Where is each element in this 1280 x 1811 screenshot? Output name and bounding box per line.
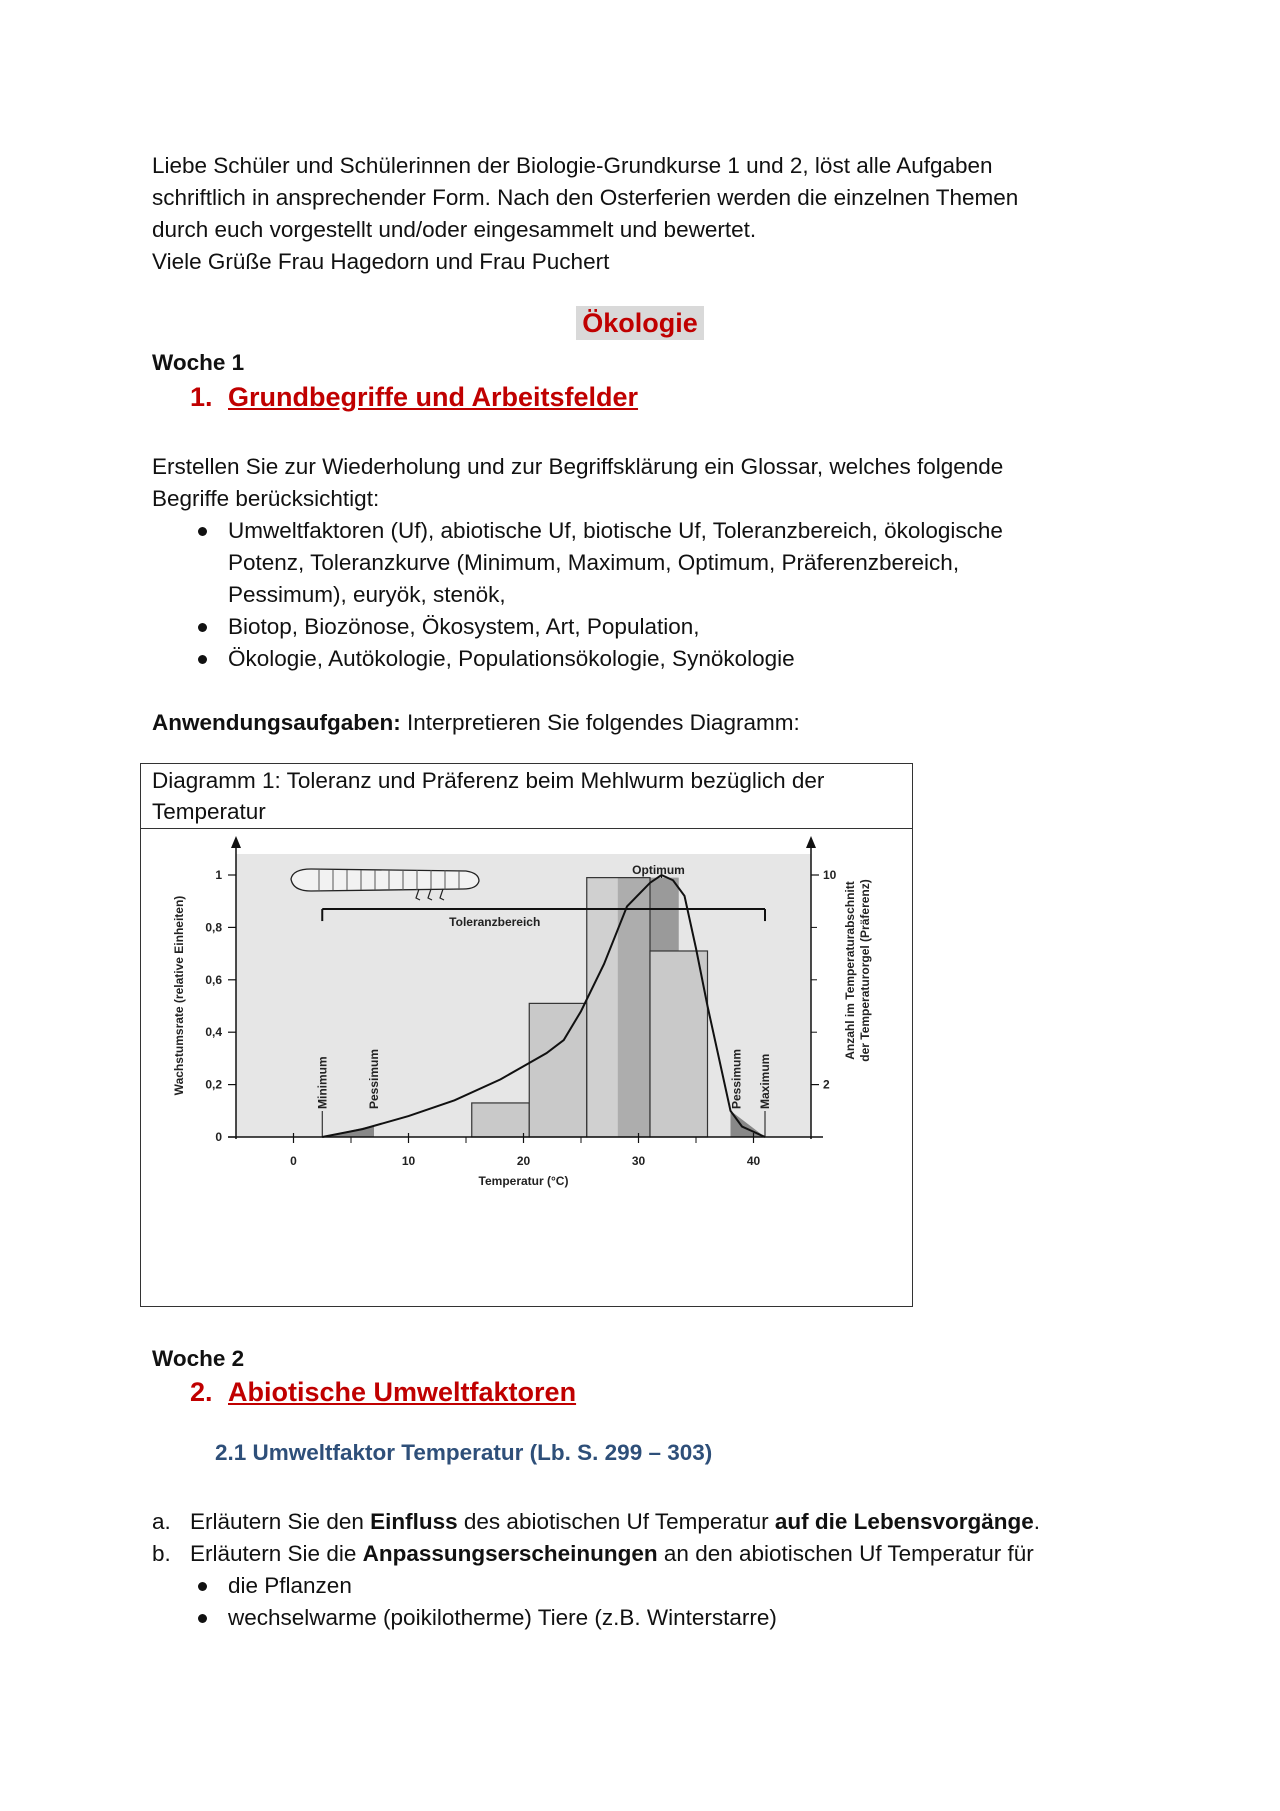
y2-axis-title: der Temperaturorgel (Präferenz): [858, 879, 872, 1062]
task-text: des abiotischen Uf Temperatur: [457, 1509, 775, 1534]
y-tick-label: 1: [215, 868, 222, 882]
intro-paragraph: [152, 150, 1152, 278]
intro-line: Liebe Schüler und Schülerinnen der Biologie-Grundkurse 1 und 2, löst alle Aufgaben: [152, 153, 993, 178]
task-emphasis: Anpassungserscheinungen: [362, 1541, 658, 1566]
task-text: .: [1033, 1509, 1040, 1534]
task-a: [152, 1506, 1152, 1538]
heading-text: Abiotische Umweltfaktoren: [228, 1377, 577, 1407]
minimum-label: Minimum: [315, 1056, 330, 1109]
y2-tick-label: 10: [823, 868, 837, 882]
list-item: Umweltfaktoren (Uf), abiotische Uf, biotische Uf, Toleranzbereich, ökologische Potenz, Toleranzkurve (Minimum, Maximum, Optimum, Präferenzbereich, Pessimum), euryök, stenök,: [190, 515, 1080, 611]
section-title-text: Ökologie: [576, 306, 704, 340]
y2-axis-title: Anzahl im Temperaturabschnitt: [843, 881, 857, 1060]
y-tick-label: 0,8: [205, 920, 222, 935]
pessimum-label: Pessimum: [367, 1048, 381, 1109]
y2-tick-label: 2: [823, 1077, 830, 1092]
x-axis-label: Temperatur (°C): [478, 1174, 569, 1188]
x-tick-label: 20: [516, 1154, 531, 1168]
y-tick-label: 0,4: [205, 1025, 222, 1040]
y2-axis-arrow: [806, 836, 816, 848]
list-item: wechselwarme (poikilotherme) Tiere (z.B. Winterstarre): [190, 1602, 1090, 1634]
task-emphasis: auf die Lebensvorgänge: [774, 1509, 1034, 1534]
tolerance-label: Toleranzbereich: [449, 915, 541, 930]
x-tick-label: 40: [746, 1154, 761, 1168]
task-line: Erstellen Sie zur Wiederholung und zur Begriffsklärung ein Glossar, welches folgende: [152, 454, 1004, 479]
diagram-caption: Diagramm 1: Toleranz und Präferenz beim Mehlwurm bezüglich der Temperatur: [141, 764, 912, 829]
y-tick-label: 0,2: [205, 1077, 222, 1092]
application-text: Interpretieren Sie folgendes Diagramm:: [400, 710, 800, 735]
task-text: an den abiotischen Uf Temperatur für: [657, 1541, 1034, 1566]
histogram-bar: [529, 1003, 587, 1137]
glossary-task: [152, 451, 1152, 515]
y-axis-title: Wachstumsrate (relative Einheiten): [172, 895, 186, 1096]
list-item: Biotop, Biozönose, Ökosystem, Art, Population,: [190, 611, 1080, 643]
intro-line: schriftlich in ansprechender Form. Nach den Osterferien werden die einzelnen Themen: [152, 185, 1019, 210]
heading-2: [190, 1377, 576, 1408]
diagram-frame: [140, 763, 913, 1307]
histogram-bar: [650, 951, 708, 1137]
week-1-label: Woche 1: [152, 350, 245, 375]
application-task: [152, 707, 1152, 739]
y-tick-label: 0: [215, 1130, 222, 1144]
maximum-label: Maximum: [758, 1053, 772, 1109]
task-list: [152, 1506, 1152, 1570]
task-line: Begriffe berücksichtigt:: [152, 486, 380, 511]
intro-signature: Viele Grüße Frau Hagedorn und Frau Puchert: [152, 249, 610, 274]
optimum-label: Optimum: [632, 863, 685, 877]
task-label: b.: [152, 1541, 171, 1566]
intro-line: durch euch vorgestellt und/oder eingesammelt und bewertet.: [152, 217, 757, 242]
heading-text: Grundbegriffe und Arbeitsfelder: [228, 382, 639, 412]
tolerance-chart: [141, 829, 911, 1269]
histogram-bar: [587, 878, 650, 1137]
task-emphasis: Einfluss: [370, 1509, 458, 1534]
sub-heading: 2.1 Umweltfaktor Temperatur (Lb. S. 299 – 303): [215, 1440, 713, 1465]
x-tick-label: 10: [401, 1154, 416, 1168]
y-tick-label: 0,6: [205, 972, 222, 987]
week-2-label: Woche 2: [152, 1346, 245, 1371]
task-text: Erläutern Sie den: [190, 1509, 371, 1534]
pessimum-label: Pessimum: [729, 1048, 744, 1109]
list-item: die Pflanzen: [190, 1570, 1090, 1602]
heading-1: [190, 382, 638, 413]
glossary-term-list: [190, 515, 1080, 675]
task-b: [152, 1538, 1152, 1570]
section-title: [0, 308, 1280, 339]
x-tick-label: 0: [290, 1154, 297, 1168]
y-axis-arrow: [231, 836, 241, 848]
task-text: Erläutern Sie die: [190, 1541, 363, 1566]
heading-number: 2.: [190, 1377, 213, 1407]
histogram-bar: [472, 1103, 530, 1137]
heading-number: 1.: [190, 382, 213, 412]
task-label: a.: [152, 1509, 171, 1534]
list-item: Ökologie, Autökologie, Populationsökologie, Synökologie: [190, 643, 1080, 675]
adaptation-list: [190, 1570, 1090, 1634]
application-label: Anwendungsaufgaben:: [152, 710, 401, 735]
x-tick-label: 30: [631, 1154, 646, 1168]
